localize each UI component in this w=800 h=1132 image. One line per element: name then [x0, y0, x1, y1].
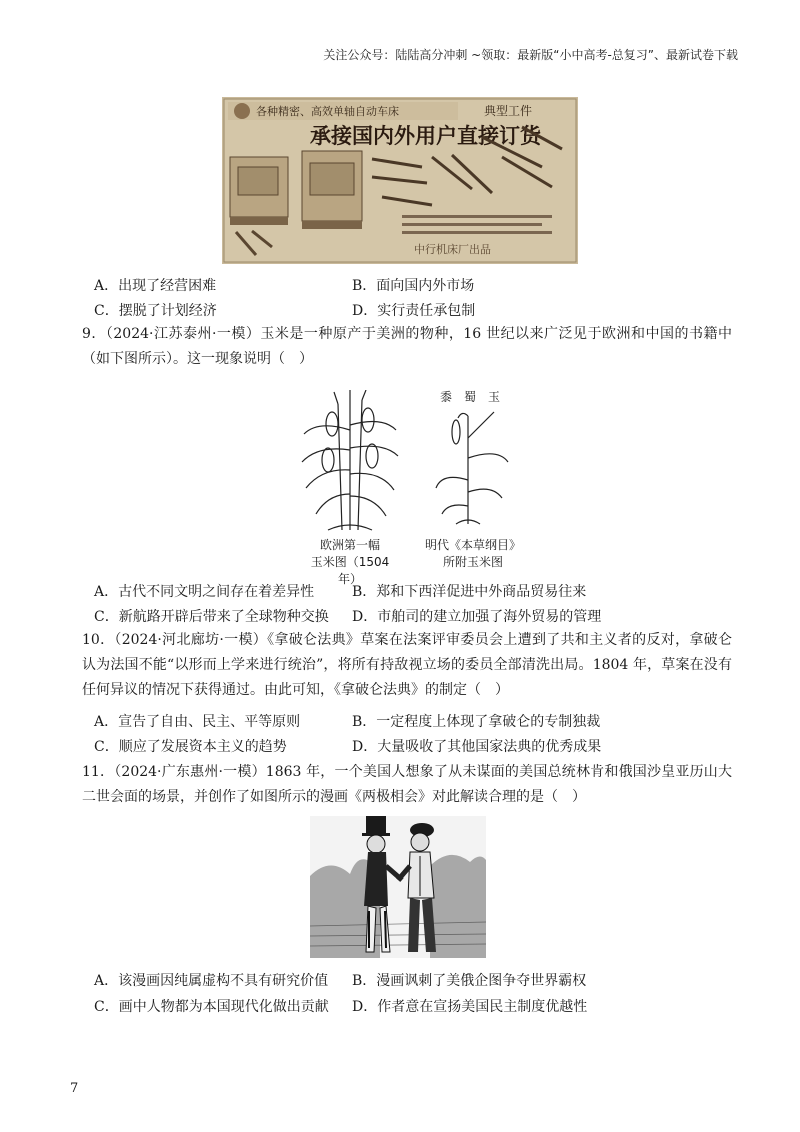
- q10-option-b[interactable]: B．一定程度上体现了拿破仑的专制独裁: [352, 714, 601, 730]
- caption-left-line1: 欧洲第一幅: [319, 538, 380, 552]
- header-note: 关注公众号：陆陆高分冲刺 ~领取：最新版“小中高考-总复习”、最新试卷下载: [323, 48, 738, 62]
- caption-right-line1: 明代《本草纲目》: [424, 538, 521, 552]
- ad-text-block: [402, 215, 552, 234]
- q9-stem: 9．（2024·江苏泰州·一模）玉米是一种原产于美洲的物种，16 世纪以来广泛见于欧洲和中国的书籍中（如下图所示）。这一现象说明（ ）: [82, 326, 732, 367]
- q11-option-c[interactable]: C．画中人物都为本国现代化做出贡献: [94, 999, 329, 1015]
- q10-option-c[interactable]: C．顺应了发展资本主义的趋势: [94, 739, 287, 755]
- q8-option-a[interactable]: A．出现了经营困难: [94, 278, 217, 294]
- ad-top-banner: 各种精密、高效单轴自动车床: [256, 105, 399, 118]
- q8-option-c[interactable]: C．摆脱了计划经济: [94, 303, 217, 319]
- q8-option-b[interactable]: B．面向国内外市场: [352, 278, 475, 294]
- q11-stem: 11．（2024·广东惠州·一模）1863 年，一个美国人想象了从未谋面的美国总统林肯和俄国沙皇亚历山大二世会面的场景，并创作了如图所示的漫画《两极相会》对此解读合理的是（ ）: [82, 764, 732, 805]
- ad-bottom-text: 中行机床厂出品: [414, 243, 491, 256]
- q10-stem: 10．（2024·河北廊坊·一模）《拿破仑法典》草案在法案评审委员会上遭到了共和主义者的反对，拿破仑认为法国不能“以形而上学来进行统治”，将所有持敌视立场的委员全部清洗出局。1804 年，草案在没有任何异议的情况下获得通过。由此可知，《拿破仑法典》的制定（ ）: [82, 632, 732, 698]
- q11-option-b[interactable]: B．漫画讽刺了美俄企图争夺世界霸权: [352, 973, 587, 989]
- caption-left-line2: 玉米图（1504 年）: [310, 555, 390, 586]
- q9-option-a[interactable]: A．古代不同文明之间存在着差异性: [94, 584, 315, 600]
- q8-option-d[interactable]: D．实行责任承包制: [352, 303, 476, 319]
- caption-right-line2: 所附玉米图: [442, 555, 503, 569]
- q9-option-d[interactable]: D．市舶司的建立加强了海外贸易的管理: [352, 609, 602, 625]
- q11-option-d[interactable]: D．作者意在宣扬美国民主制度优越性: [352, 999, 588, 1015]
- q9-option-c[interactable]: C．新航路开辟后带来了全球物种交换: [94, 609, 329, 625]
- lathe-drawing-left: [230, 157, 288, 225]
- page-number: 7: [70, 1081, 79, 1096]
- ad-side-label: 典型工件: [484, 104, 533, 118]
- machine-ad-image: [222, 97, 578, 264]
- lathe-drawing-right: [302, 151, 362, 229]
- q10-option-a[interactable]: A．宣告了自由、民主、平等原则: [94, 714, 301, 730]
- two-poles-meet-cartoon: [310, 816, 486, 958]
- q9-option-b[interactable]: B．郑和下西洋促进中外商品贸易往来: [352, 584, 587, 600]
- q11-option-a[interactable]: A．该漫画因纯属虚构不具有研究价值: [94, 973, 329, 989]
- bencao-plant-label: 黍 蜀 玉: [440, 390, 501, 404]
- european-maize-illustration: [298, 390, 402, 532]
- q10-option-d[interactable]: D．大量吸收了其他国家法典的优秀成果: [352, 739, 602, 755]
- ad-headline: 承接国内外用户直接订货: [310, 124, 541, 148]
- bencao-maize-illustration: [428, 388, 520, 528]
